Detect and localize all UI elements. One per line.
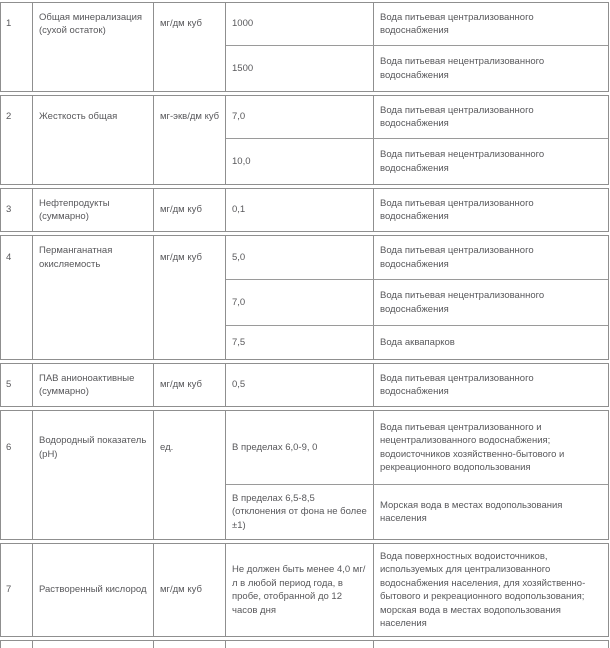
parameter-name xyxy=(33,96,154,184)
standard-value xyxy=(226,411,374,484)
row-number xyxy=(1,641,33,648)
unit xyxy=(154,641,226,648)
parameter-name xyxy=(33,544,154,636)
row-number xyxy=(1,411,33,539)
water-type xyxy=(374,236,608,279)
row-number xyxy=(1,96,33,184)
water-type-text: Вода аквапарков xyxy=(380,336,455,348)
row-number xyxy=(1,544,33,636)
row-number-text: 7 xyxy=(6,584,12,596)
table-row xyxy=(0,2,609,92)
water-type xyxy=(374,326,608,359)
water-type-text: Вода питьевая централизованного водоснабжения xyxy=(380,104,534,129)
sub-row xyxy=(226,138,608,184)
water-type xyxy=(374,46,608,91)
standard-value-text: 7,0 xyxy=(232,111,246,123)
standard-value xyxy=(226,3,374,45)
row-number-text: 1 xyxy=(6,18,12,30)
table-row-partial xyxy=(0,640,609,648)
unit-text: ед. xyxy=(160,441,174,453)
sub-row xyxy=(226,411,608,484)
standard-value xyxy=(226,236,374,279)
unit xyxy=(154,236,226,359)
standard-value-text: 0,5 xyxy=(232,379,246,391)
sub-row xyxy=(226,364,608,406)
parameter-name xyxy=(33,364,154,406)
water-type-text: Вода питьевая централизованного водоснабжения xyxy=(380,245,534,270)
standard-value xyxy=(226,326,374,359)
standard-value-text: 5,0 xyxy=(232,251,246,263)
sub-row xyxy=(226,96,608,138)
water-type xyxy=(374,641,608,648)
sub-row xyxy=(226,236,608,279)
unit-text: мг/дм куб xyxy=(160,379,202,391)
water-type-text: Вода питьевая централизованного водоснабжения xyxy=(380,197,534,222)
standard-value-text: 0,1 xyxy=(232,204,246,216)
table-row xyxy=(0,188,609,232)
parameter-name-text: ПАВ анионоактивные (суммарно) xyxy=(39,372,135,397)
table-row xyxy=(0,410,609,540)
sub-row xyxy=(226,279,608,325)
parameter-name xyxy=(33,411,154,539)
standard-value xyxy=(226,139,374,184)
standard-value xyxy=(226,46,374,91)
standard-value-text: В пределах 6,0-9, 0 xyxy=(232,441,318,453)
water-type-text: Вода питьевая централизованного водоснабжения xyxy=(380,372,534,397)
sub-row xyxy=(226,325,608,359)
standard-value xyxy=(226,96,374,138)
sub-row xyxy=(226,641,608,648)
parameter-name xyxy=(33,236,154,359)
unit xyxy=(154,189,226,231)
parameter-name-text: Водородный показатель (pH) xyxy=(39,435,147,460)
unit xyxy=(154,544,226,636)
water-type xyxy=(374,364,608,406)
row-number xyxy=(1,364,33,406)
standard-value-text: Не должен быть менее 4,0 мг/л в любой период года, в пробе, отобранной до 12 часов дня xyxy=(232,564,366,616)
standard-value-text: В пределах 6,5-8,5 (отклонения от фона не более ±1) xyxy=(232,492,367,531)
row-number-text: 2 xyxy=(6,111,12,123)
unit-text: мг/дм куб xyxy=(160,251,202,263)
table-row xyxy=(0,235,609,360)
standard-value-text: 7,0 xyxy=(232,296,246,308)
row-number-text: 6 xyxy=(6,441,12,453)
unit-text: мг/дм куб xyxy=(160,584,202,596)
unit xyxy=(154,3,226,91)
standard-value xyxy=(226,280,374,325)
table-row xyxy=(0,543,609,637)
unit xyxy=(154,96,226,184)
standard-value-text: 7,5 xyxy=(232,336,246,348)
unit-text: мг/дм куб xyxy=(160,18,202,30)
unit-text: мг/дм куб xyxy=(160,204,202,216)
parameter-name xyxy=(33,189,154,231)
sub-row xyxy=(226,3,608,45)
water-type xyxy=(374,411,608,484)
water-type xyxy=(374,139,608,184)
parameter-name-text: Жесткость общая xyxy=(39,111,118,123)
row-number xyxy=(1,3,33,91)
standard-value-text: 10,0 xyxy=(232,155,251,167)
standard-value xyxy=(226,364,374,406)
water-type-text: Вода питьевая нецентрализованного водоснабжения xyxy=(380,290,545,315)
sub-row xyxy=(226,484,608,539)
parameter-name xyxy=(33,3,154,91)
table-row xyxy=(0,363,609,407)
parameter-name-text: Перманганатная окисляемость xyxy=(39,245,113,270)
standard-value xyxy=(226,189,374,231)
parameter-name xyxy=(33,641,154,648)
table-row xyxy=(0,95,609,185)
water-type-text: Вода поверхностных водоисточников, используемых для централизованного водоснабжения населения, для хозяйственно-бытового и рекреационного водопользования; морская вода в местах водопользования населения xyxy=(380,550,586,629)
unit xyxy=(154,364,226,406)
water-type xyxy=(374,189,608,231)
water-type-text: Морская вода в местах водопользования населения xyxy=(380,499,563,524)
row-number-text: 3 xyxy=(6,204,12,216)
water-type xyxy=(374,485,608,539)
water-type xyxy=(374,544,608,636)
standard-value-text: 1500 xyxy=(232,62,254,74)
sub-row xyxy=(226,45,608,91)
standard-value xyxy=(226,641,374,648)
standard-value xyxy=(226,544,374,636)
water-type-text: Вода питьевая централизованного водоснабжения xyxy=(380,11,534,36)
standard-value xyxy=(226,485,374,539)
unit xyxy=(154,411,226,539)
water-type-text: Вода питьевая нецентрализованного водоснабжения xyxy=(380,56,545,81)
unit-text: мг-экв/дм куб xyxy=(160,111,220,123)
water-type xyxy=(374,3,608,45)
standard-value-text: 1000 xyxy=(232,18,254,30)
sub-row xyxy=(226,544,608,636)
row-number xyxy=(1,236,33,359)
parameter-name-text: Нефтепродукты (суммарно) xyxy=(39,197,110,222)
water-type-text: Вода питьевая нецентрализованного водоснабжения xyxy=(380,149,545,174)
row-number xyxy=(1,189,33,231)
row-number-text: 4 xyxy=(6,251,12,263)
parameter-name-text: Общая минерализация (сухой остаток) xyxy=(39,11,143,36)
row-number-text: 5 xyxy=(6,379,12,391)
sub-row xyxy=(226,189,608,231)
water-type xyxy=(374,280,608,325)
water-type xyxy=(374,96,608,138)
parameter-name-text: Растворенный кислород xyxy=(39,584,147,596)
water-type-text: Вода питьевая централизованного и нецентрализованного водоснабжения; водоисточников хозяйственно-бытового и рекреационного водопользования xyxy=(380,421,565,473)
